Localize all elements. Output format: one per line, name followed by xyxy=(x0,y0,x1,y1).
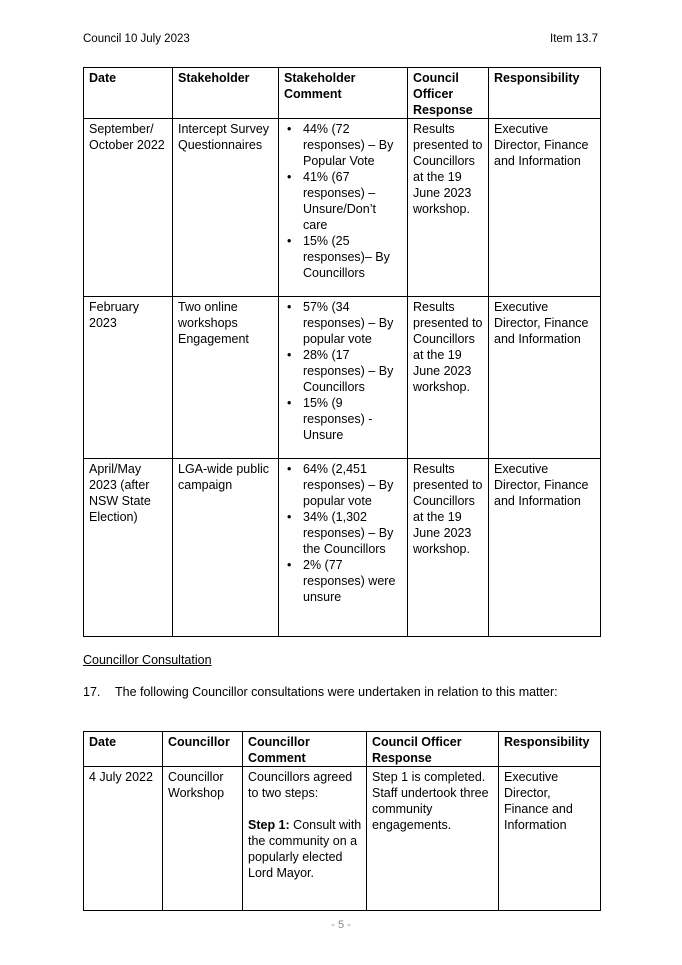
column-header: Councillor Comment xyxy=(243,732,367,767)
responsibility-cell: Executive Director, Finance and Information xyxy=(489,119,601,297)
responsibility-cell: Executive Director, Finance and Information xyxy=(499,767,601,911)
column-header: Councillor xyxy=(163,732,243,767)
list-item: • 57% (34 responses) – By popular vote xyxy=(284,299,403,347)
stakeholder-cell: Two online workshops Engagement xyxy=(173,297,279,459)
responsibility-cell: Executive Director, Finance and Information xyxy=(489,297,601,459)
column-header: Council Officer Response xyxy=(408,68,489,119)
column-header: Responsibility xyxy=(499,732,601,767)
column-header: Date xyxy=(84,732,163,767)
table-row xyxy=(84,119,601,297)
comment-cell xyxy=(279,119,408,297)
list-item: • 34% (1,302 responses) – By the Councillors xyxy=(284,509,403,557)
stakeholder-cell: LGA-wide public campaign xyxy=(173,459,279,637)
comment-cell xyxy=(279,459,408,637)
responsibility-cell: Executive Director, Finance and Information xyxy=(489,459,601,637)
column-header: Stakeholder Comment xyxy=(279,68,408,119)
date-cell: February 2023 xyxy=(84,297,173,459)
step-text: Consult with the community on a popularly elected Lord Mayor. xyxy=(248,818,362,880)
numbered-paragraph xyxy=(83,684,603,700)
table-row xyxy=(84,297,601,459)
list-item: • 44% (72 responses) – By Popular Vote xyxy=(284,121,403,169)
date-cell: April/May 2023 (after NSW State Election) xyxy=(84,459,173,637)
table-row xyxy=(84,767,601,911)
list-item: • 15% (25 responses)– By Councillors xyxy=(284,233,403,281)
step-description xyxy=(248,817,362,881)
response-cell: Results presented to Councillors at the 19 June 2023 workshop. xyxy=(408,297,489,459)
response-cell: Step 1 is completed. Staff undertook three community engagements. xyxy=(367,767,499,911)
response-cell: Results presented to Councillors at the 19 June 2023 workshop. xyxy=(408,119,489,297)
step-label: Step 1: xyxy=(248,818,290,832)
column-header: Stakeholder xyxy=(173,68,279,119)
paragraph-text: The following Councillor consultations were undertaken in relation to this matter: xyxy=(115,685,558,699)
header-item: Item 13.7 xyxy=(550,33,598,45)
table-row xyxy=(84,459,601,637)
page-number: - 5 - xyxy=(331,919,351,931)
list-item: • 28% (17 responses) – By Councillors xyxy=(284,347,403,395)
header-meeting: Council 10 July 2023 xyxy=(83,33,190,45)
date-cell: September/ October 2022 xyxy=(84,119,173,297)
comment-cell xyxy=(243,767,367,911)
list-item: • 41% (67 responses) – Unsure/Don’t care xyxy=(284,169,403,233)
paragraph-number: 17. xyxy=(83,685,101,699)
stakeholder-table xyxy=(83,67,601,637)
column-header: Council Officer Response xyxy=(367,732,499,767)
date-cell: 4 July 2022 xyxy=(84,767,163,911)
list-item: • 15% (9 responses) - Unsure xyxy=(284,395,403,443)
list-item: • 2% (77 responses) were unsure xyxy=(284,557,403,605)
councillor-table xyxy=(83,731,601,911)
column-header: Date xyxy=(84,68,173,119)
section-title: Councillor Consultation xyxy=(83,653,212,667)
column-header: Responsibility xyxy=(489,68,601,119)
councillor-cell: Councillor Workshop xyxy=(163,767,243,911)
comment-cell xyxy=(279,297,408,459)
stakeholder-cell: Intercept Survey Questionnaires xyxy=(173,119,279,297)
response-cell: Results presented to Councillors at the 19 June 2023 workshop. xyxy=(408,459,489,637)
list-item: • 64% (2,451 responses) – By popular vote xyxy=(284,461,403,509)
comment-intro: Councillors agreed to two steps: xyxy=(248,770,353,800)
